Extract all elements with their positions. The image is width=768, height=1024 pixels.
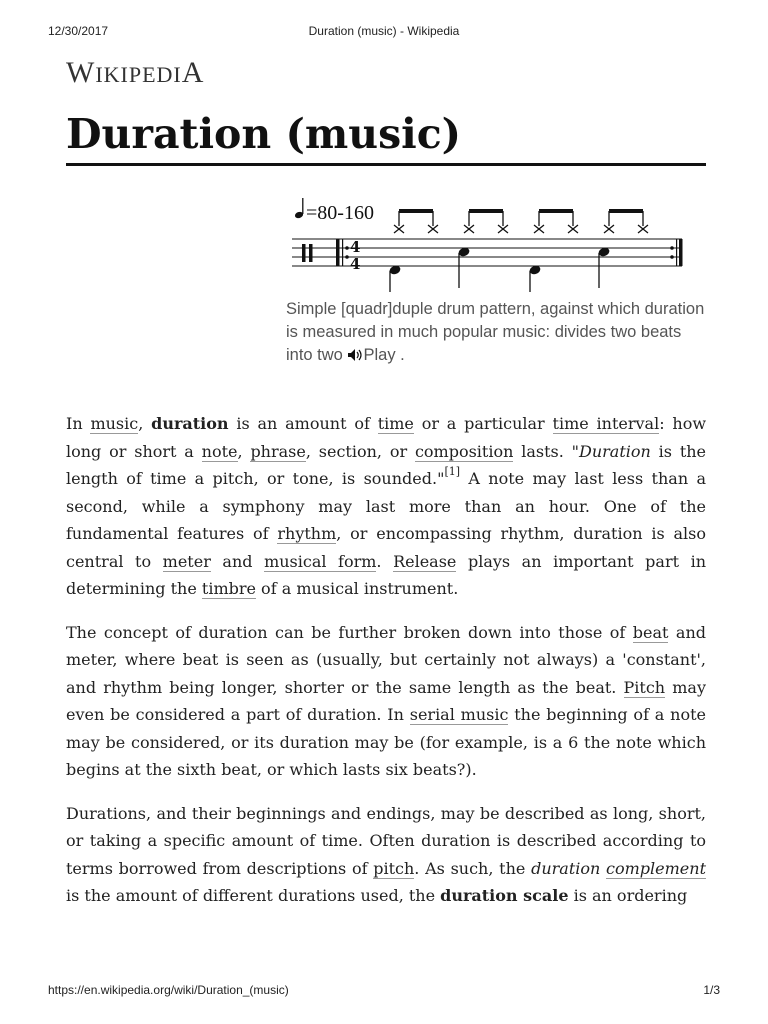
speaker-icon[interactable] — [347, 346, 363, 360]
tempo-marking: =80-160 — [306, 202, 374, 224]
link-complement[interactable]: complement — [606, 858, 706, 878]
paragraph-2: The concept of duration can be further broken down into those of beat and meter, where beat is seen as (usually, but certainly not always) a 'constant', and rhythm being longer, shorter or the same length as the beat. Pitch may even be considered a part of duration. In serial music the beginning of a note may be considered, or its duration may be (for example, is a 6 the note which begins at the sixth beat, or which lasts six beats?). — [66, 622, 707, 779]
figure — [286, 196, 706, 367]
caption-text: Simple [quadr]duple drum pattern, against which duration is measured in much popular music: divides two beats into two — [286, 300, 705, 364]
title-divider — [66, 163, 706, 166]
link-note[interactable]: note — [201, 441, 238, 461]
link-beat[interactable]: beat — [632, 622, 669, 642]
caption-period: . — [395, 346, 405, 364]
reference-1[interactable]: [1] — [444, 465, 461, 478]
term-duration: duration — [151, 414, 229, 433]
drum-pattern-score[interactable] — [286, 196, 706, 296]
paragraph-3: Durations, and their beginnings and endings, may be described as long, short, or taking a specific amount of time. Often duration is described according to terms borrowed from descriptions of pitch. As such, the duration complement is the amount of different durations used, the duration scale is an ordering — [66, 803, 706, 905]
time-signature — [350, 238, 360, 273]
link-phrase[interactable]: phrase — [250, 441, 306, 461]
time-signature-bottom: 4 — [350, 255, 361, 273]
link-music[interactable]: music — [90, 414, 139, 433]
link-rhythm[interactable]: rhythm — [277, 524, 337, 543]
paragraph-1: In music, duration is an amount of time or a particular time interval: how long or short a note, phrase, section, or composition lasts. "Duration is the length of time a pitch, or tone, is sounded."[1] A note may last less than a second, while a symphony may last more than an hour. One of the fundamental features of rhythm, or encompassing rhythm, duration is also central to meter and musical form. Release plays an important part in determining the timbre of a musical instrument. — [66, 414, 707, 598]
start-repeat-barline — [336, 239, 349, 266]
print-date: 12/30/2017 — [48, 24, 109, 38]
print-page-number: 1/3 — [703, 983, 720, 997]
print-page-title: Duration (music) - Wikipedia — [308, 24, 460, 38]
logo-letter-a: A — [181, 56, 205, 89]
print-url: https://en.wikipedia.org/wiki/Duration_(music) — [48, 983, 289, 997]
figure-caption — [286, 298, 706, 367]
page-title: Duration (music) — [66, 110, 462, 158]
link-pitch[interactable]: Pitch — [623, 677, 666, 697]
tempo-quarter-note-icon — [294, 198, 304, 219]
hihat-beamed-eighths — [394, 211, 648, 233]
term-duration-scale: duration scale — [440, 886, 569, 905]
link-release[interactable]: Release — [393, 551, 457, 571]
bass-drum-notes — [388, 264, 541, 292]
play-audio-link[interactable]: Play — [363, 346, 396, 364]
link-serial-music[interactable]: serial music — [409, 705, 509, 724]
link-musical-form[interactable]: musical form — [264, 551, 377, 571]
article-body — [66, 410, 706, 926]
link-timbre[interactable]: timbre — [201, 579, 256, 598]
wikipedia-logo[interactable] — [66, 56, 204, 90]
logo-letters-middle: IKIPEDI — [95, 62, 182, 87]
term-duration-italic: duration — [531, 858, 601, 878]
time-signature-top: 4 — [350, 238, 361, 256]
end-repeat-barline — [670, 239, 682, 266]
quote-duration: Duration — [579, 441, 651, 461]
link-composition[interactable]: composition — [414, 441, 514, 461]
logo-letter-w: W — [66, 56, 96, 89]
link-time[interactable]: time — [377, 414, 414, 433]
link-meter[interactable]: meter — [162, 551, 211, 571]
link-pitch-2[interactable]: pitch — [373, 858, 415, 878]
percussion-clef-icon — [302, 244, 313, 262]
link-time-interval[interactable]: time interval — [552, 414, 660, 433]
